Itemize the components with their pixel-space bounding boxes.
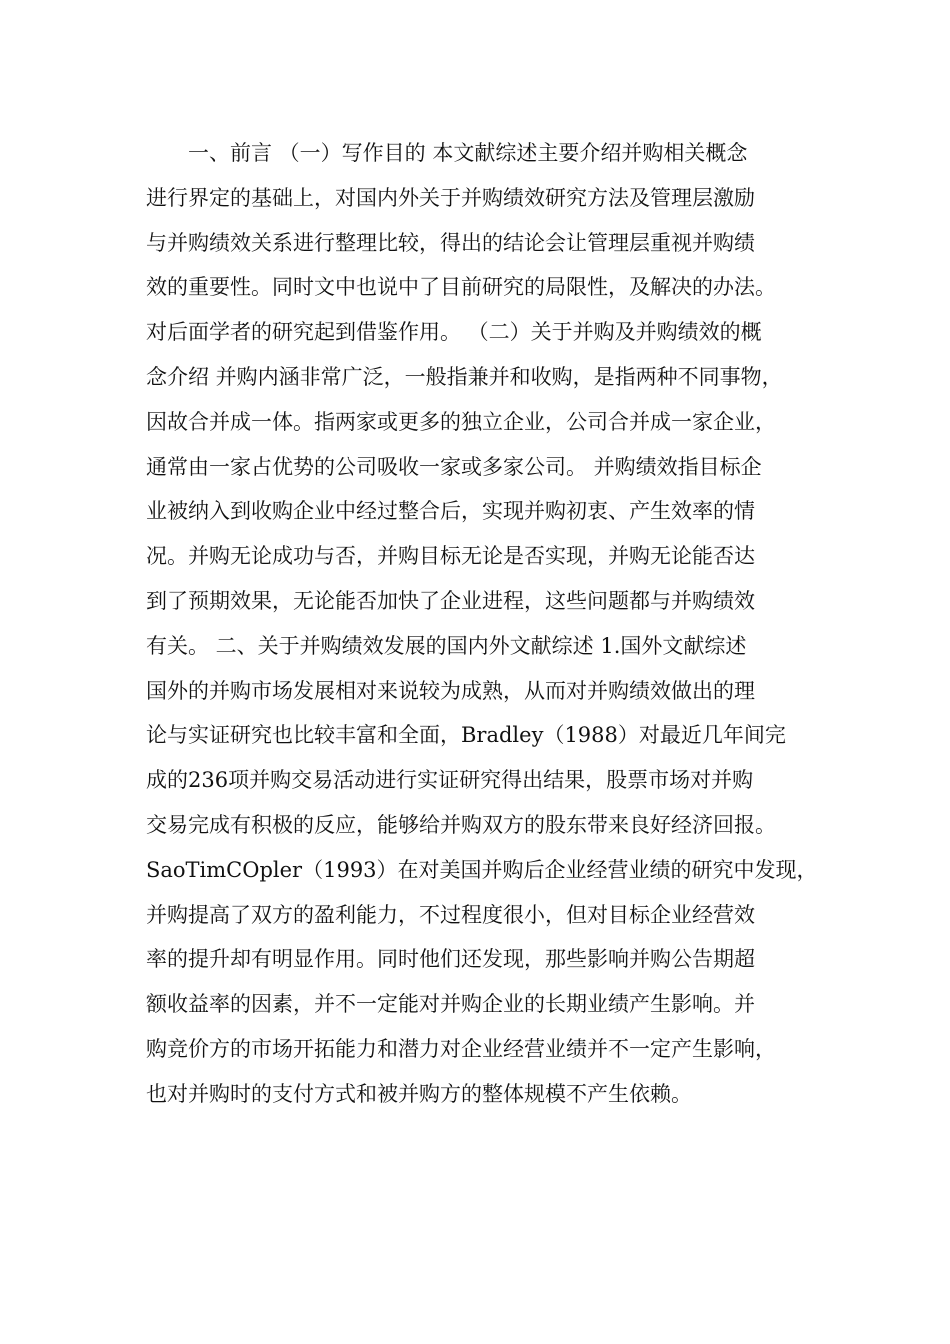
text-line: 有关。 二、关于并购绩效发展的国内外文献综述 1.国外文献综述 [146,633,747,658]
text-line: SaoTimCOpler（1993）在对美国并购后企业经营业绩的研究中发现， [146,857,818,882]
text-line: 并购提高了双方的盈利能力，不过程度很小，但对目标企业经营效 [146,902,755,927]
text-line: 交易完成有积极的反应，能够给并购双方的股东带来良好经济回报。 [146,812,776,837]
text-line: 率的提升却有明显作用。同时他们还发现，那些影响并购公告期超 [146,947,755,972]
text-line: 对后面学者的研究起到借鉴作用。 （二）关于并购及并购绩效的概 [146,320,762,345]
text-line: 通常由一家占优势的公司吸收一家或多家公司。 并购绩效指目标企 [146,454,762,479]
text-line: 况。并购无论成功与否，并购目标无论是否实现，并购无论能否达 [146,544,755,569]
text-line: 国外的并购市场发展相对来说较为成熟，从而对并购绩效做出的理 [146,678,755,703]
text-line: 论与实证研究也比较丰富和全面，Bradley（1988）对最近几年间完 [146,723,786,748]
text-line: 额收益率的因素，并不一定能对并购企业的长期业绩产生影响。并 [146,992,755,1017]
body-text [146,131,826,1117]
text-line: 效的重要性。同时文中也说中了目前研究的局限性，及解决的办法。 [146,275,776,300]
text-line: 也对并购时的支付方式和被并购方的整体规模不产生依赖。 [146,1081,692,1106]
text-line: 念介绍 并购内涵非常广泛，一般指兼并和收购，是指两种不同事物， [146,364,783,389]
text-line: 业被纳入到收购企业中经过整合后，实现并购初衷、产生效率的情 [146,499,755,524]
text-line: 因故合并成一体。指两家或更多的独立企业，公司合并成一家企业， [146,409,776,434]
text-line: 一、前言 （一）写作目的 本文献综述主要介绍并购相关概念 [146,141,748,165]
text-line: 进行界定的基础上，对国内外关于并购绩效研究方法及管理层激励 [146,185,755,210]
text-line: 与并购绩效关系进行整理比较，得出的结论会让管理层重视并购绩 [146,230,755,255]
text-line: 成的236项并购交易活动进行实证研究得出结果，股票市场对并购 [146,768,754,793]
text-line: 到了预期效果，无论能否加快了企业进程，这些问题都与并购绩效 [146,588,755,613]
text-line: 购竞价方的市场开拓能力和潜力对企业经营业绩并不一定产生影响， [146,1036,776,1061]
